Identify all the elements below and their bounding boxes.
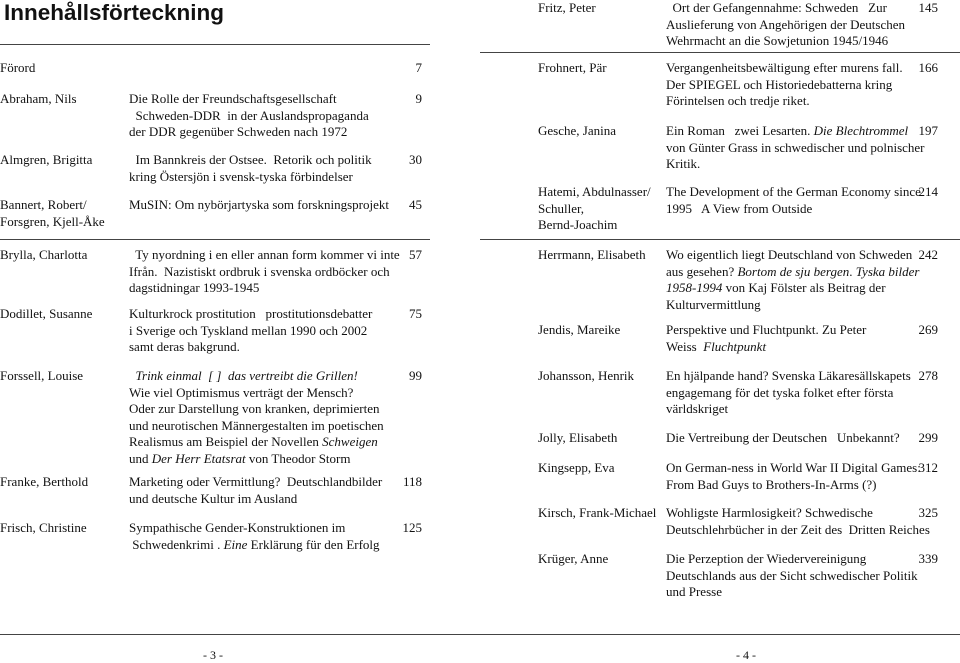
toc-title (666, 551, 934, 601)
toc-title-segment: Kulturvermittlung (666, 296, 761, 312)
toc-title-segment: Im Bannkreis der Ostsee. Retorik och politik (129, 152, 372, 167)
toc-title-segment: und (129, 450, 152, 466)
toc-title-line (666, 505, 934, 522)
toc-title-line (666, 297, 934, 314)
toc-title-line (666, 584, 934, 601)
toc-title-segment: världskriget (666, 401, 729, 416)
toc-title (666, 184, 934, 217)
toc-author: Kirsch, Frank-Michael (538, 505, 657, 520)
toc-title (666, 322, 934, 355)
toc-title-line (129, 91, 399, 108)
toc-title-line (666, 551, 934, 568)
toc-author: Abraham, Nils (0, 91, 77, 106)
toc-title (129, 91, 399, 141)
toc-title-line (129, 247, 399, 264)
toc-title-segment: Tyska bilder (855, 263, 920, 279)
toc-title-line (666, 156, 934, 173)
toc-title-segment: MuSIN: Om nybörjartyska som forskningsprojekt (129, 197, 389, 212)
toc-page-number: 269 (918, 322, 938, 337)
toc-title (129, 247, 399, 297)
page-number-left: - 3 - (203, 648, 223, 662)
toc-page-number: 75 (409, 306, 422, 321)
toc-author: Förord (0, 60, 36, 75)
toc-title-segment: und deutsche Kultur im Ausland (129, 490, 298, 506)
toc-title-segment: dagstidningar 1993-1945 (129, 280, 260, 295)
heading-rule (0, 44, 430, 45)
right-page (480, 0, 960, 662)
toc-title-line (666, 17, 934, 34)
toc-title-line (129, 280, 399, 297)
toc-title-segment: Der SPIEGEL och Historiedebatterna kring (666, 76, 893, 92)
toc-title-segment: . (849, 263, 856, 279)
toc-title-line (666, 0, 934, 17)
toc-page-number: 45 (409, 197, 422, 212)
toc-title-line (666, 184, 934, 201)
toc-title-line (129, 474, 399, 491)
toc-title-segment: und Presse (666, 584, 722, 599)
toc-title-line (666, 368, 934, 385)
toc-title-segment: Perspektive und Fluchtpunkt. Zu Peter (666, 322, 867, 337)
toc-title (129, 474, 399, 507)
toc-title-segment: The Development of the German Economy since (666, 184, 921, 199)
toc-title-line (666, 339, 934, 356)
toc-author: Frohnert, Pär (538, 60, 607, 75)
toc-title-segment: von Günter Grass in schwedischer und polnischer (666, 139, 925, 155)
toc-title-line (666, 60, 934, 77)
toc-title-segment: Bortom de sju bergen (737, 263, 850, 279)
toc-title-segment: Trink einmal [ ] das vertreibt die Grillen! (135, 368, 365, 383)
toc-author: Jolly, Elisabeth (538, 430, 618, 445)
bottom-rule (0, 634, 480, 635)
toc-title-line (666, 460, 934, 477)
toc-title-segment: Fluchtpunkt (703, 338, 767, 354)
toc-author: Gesche, Janina (538, 123, 616, 138)
bottom-rule-right (480, 634, 960, 635)
toc-page-number: 57 (409, 247, 422, 262)
toc-title-line (129, 152, 399, 169)
toc-title-segment: Wohligste Harmlosigkeit? Schwedische (666, 505, 873, 520)
toc-title-segment: On German-ness in World War II Digital Games: (666, 460, 921, 475)
toc-title (666, 460, 934, 493)
toc-title-segment: Wie viel Optimismus verträgt der Mensch? (129, 384, 354, 400)
toc-title-line (666, 201, 934, 218)
toc-title-segment: Kritik. (666, 156, 701, 171)
toc-page-number: 166 (918, 60, 938, 75)
toc-title-line (129, 385, 399, 402)
toc-title-segment: Förintelsen och tredje riket. (666, 93, 810, 108)
toc-page-number: 30 (409, 152, 422, 167)
toc-title-line (129, 491, 399, 508)
toc-author: Brylla, Charlotta (0, 247, 88, 262)
toc-title-line (666, 140, 934, 157)
toc-title-segment: kring Östersjön i svensk-tyska förbindelser (129, 168, 353, 184)
toc-title-line (129, 108, 399, 125)
toc-title (129, 520, 399, 553)
toc-title-segment: und neurotischen Männergestalten im poetischen (129, 417, 384, 433)
toc-title-line (666, 33, 934, 50)
toc-title-line (129, 434, 399, 451)
toc-title-segment: Der Herr Etatsrat (151, 450, 246, 466)
toc-title-line (666, 522, 934, 539)
toc-author: Forssell, Louise (0, 368, 84, 383)
toc-title-segment: Vergangenheitsbewältigung efter murens fall. (666, 60, 903, 75)
toc-title-line (129, 169, 399, 186)
toc-title-segment: Die Perzeption der Wiedervereinigung (666, 551, 867, 566)
toc-title-segment: En hjälpande hand? Svenska Läkaresällskapets (666, 368, 911, 383)
toc-title-line (129, 323, 399, 340)
toc-page-number: 118 (402, 474, 422, 489)
toc-author: Dodillet, Susanne (0, 306, 93, 321)
toc-title-segment: Ty nyordning i en eller annan form kommer vi inte (129, 247, 400, 262)
toc-title-line (129, 197, 399, 214)
toc-title (666, 430, 934, 447)
toc-title-segment: Schweigen (322, 434, 378, 449)
toc-title-segment: von Theodor Storm (245, 450, 351, 466)
toc-title-segment: Kulturkrock prostitution prostitutionsdebatter (129, 306, 373, 321)
toc-title-segment: Erklärung für den Erfolg (247, 536, 380, 552)
toc-title-segment: Realismus am Beispiel der Novellen (129, 434, 323, 449)
toc-author: Bannert, Robert/ Forsgren, Kjell-Åke (0, 197, 105, 229)
toc-author: Almgren, Brigitta (0, 152, 93, 167)
toc-title (666, 247, 934, 313)
toc-title (666, 60, 934, 110)
toc-title-line (666, 247, 934, 264)
toc-title-line (666, 264, 934, 281)
toc-title-segment: Schwedenkrimi . (129, 536, 224, 552)
toc-author: Fritz, Peter (538, 0, 596, 15)
toc-title (666, 505, 934, 538)
toc-title (666, 368, 934, 418)
toc-title-segment: Marketing oder Vermittlung? Deutschlandbilder (129, 474, 383, 489)
toc-title-segment: Oder zur Darstellung von kranken, deprimierten (129, 401, 380, 416)
toc-author: Johansson, Henrik (538, 368, 635, 383)
toc-title-segment: Schweden-DDR in der Auslandspropaganda (129, 107, 369, 123)
top-rule (480, 52, 960, 53)
toc-title-line (129, 264, 399, 281)
toc-title-segment: Weiss (666, 338, 704, 354)
toc-title-segment: Auslieferung von Angehörigen der Deutschen (666, 16, 905, 32)
toc-page-number: 299 (918, 430, 938, 445)
toc-page-number: 145 (918, 0, 938, 15)
toc-title-segment: Deutschlehrbücher in der Zeit des Dritten Reiches (666, 521, 934, 537)
toc-page-number: 125 (402, 520, 422, 535)
toc-author: Frisch, Christine (0, 520, 87, 535)
toc-title (666, 0, 934, 50)
toc-title-line (666, 280, 934, 297)
toc-page-number: 99 (409, 368, 422, 383)
toc-title-segment: Ort der Gefangennahme: Schweden Zur (666, 0, 887, 15)
toc-title-line (129, 537, 399, 554)
toc-title-line (129, 124, 399, 141)
toc-title-line (666, 322, 934, 339)
toc-title-segment: i Sverige och Tyskland mellan 1990 och 2002 (129, 322, 368, 338)
section-rule-right (480, 239, 960, 240)
toc-page-number: 242 (918, 247, 938, 262)
toc-title-line (666, 93, 934, 110)
toc-author: Krüger, Anne (538, 551, 609, 566)
toc-title-line (129, 451, 399, 468)
toc-title (129, 152, 399, 185)
toc-author: Kingsepp, Eva (538, 460, 615, 475)
toc-title-line (129, 401, 399, 418)
toc-author: Jendis, Mareike (538, 322, 621, 337)
toc-title-segment: der DDR gegenüber Schweden nach 1972 (129, 124, 348, 139)
toc-title-line (666, 123, 934, 140)
toc-title-segment: Deutschlands aus der Sicht schwedischer Politik (666, 567, 918, 583)
toc-heading: Innehållsförteckning (4, 0, 225, 25)
toc-title-line (666, 430, 934, 447)
toc-page-number: 197 (918, 123, 938, 138)
toc-title-segment: 1995 A View from Outside (666, 200, 813, 216)
toc-author: Hatemi, Abdulnasser/ Schuller, Bernd-Joachim (538, 184, 651, 232)
toc-author: Franke, Berthold (0, 474, 89, 489)
toc-title-segment: Wehrmacht an die Sowjetunion 1945/1946 (666, 33, 889, 48)
toc-title-segment: From Bad Guys to Brothers-In-Arms (?) (666, 476, 877, 492)
toc-title-line (666, 568, 934, 585)
toc-title-line (666, 77, 934, 94)
section-rule (0, 239, 430, 240)
toc-title (129, 306, 399, 356)
toc-title-line (666, 401, 934, 418)
toc-title-segment: Ifrån. Nazistiskt ordbruk i svenska ordböcker och (129, 263, 390, 279)
toc-title-segment: 1958-1994 (666, 280, 723, 295)
toc-title-line (129, 418, 399, 435)
toc-title-line (129, 368, 399, 385)
toc-title (129, 197, 399, 214)
toc-title-segment: Die Vertreibung der Deutschen Unbekannt? (666, 430, 900, 445)
toc-page-number: 312 (918, 460, 938, 475)
toc-title-segment: Sympathische Gender-Konstruktionen im (129, 520, 346, 535)
toc-title-line (129, 339, 399, 356)
toc-title-segment: Ein Roman zwei Lesarten. (666, 123, 814, 138)
toc-title-segment: von Kaj Fölster als Beitrag der (722, 280, 886, 295)
toc-page-number: 278 (918, 368, 938, 383)
toc-title-segment: Die Blechtrommel (813, 123, 909, 138)
toc-title-line (666, 385, 934, 402)
toc-title (666, 123, 934, 173)
toc-title-segment: samt deras bakgrund. (129, 339, 240, 354)
toc-title (129, 368, 399, 467)
toc-title-segment: Eine (223, 536, 248, 552)
toc-title-segment: Wo eigentlich liegt Deutschland von Schweden (666, 247, 913, 262)
toc-page-number: 339 (918, 551, 938, 566)
toc-title-line (129, 306, 399, 323)
toc-page-number: 325 (918, 505, 938, 520)
toc-title-line (129, 520, 399, 537)
toc-author: Herrmann, Elisabeth (538, 247, 646, 262)
toc-title-segment: Die Rolle der Freundschaftsgesellschaft (129, 91, 337, 106)
toc-title-segment: engagemang för det tyska folket efter första (666, 384, 894, 400)
toc-title-segment: aus gesehen? (666, 263, 738, 279)
left-page (0, 0, 480, 662)
toc-page-number: 9 (415, 91, 422, 106)
toc-page-number: 214 (918, 184, 938, 199)
page-number-right: - 4 - (736, 648, 756, 662)
toc-page-number: 7 (415, 60, 422, 75)
toc-title-line (666, 477, 934, 494)
